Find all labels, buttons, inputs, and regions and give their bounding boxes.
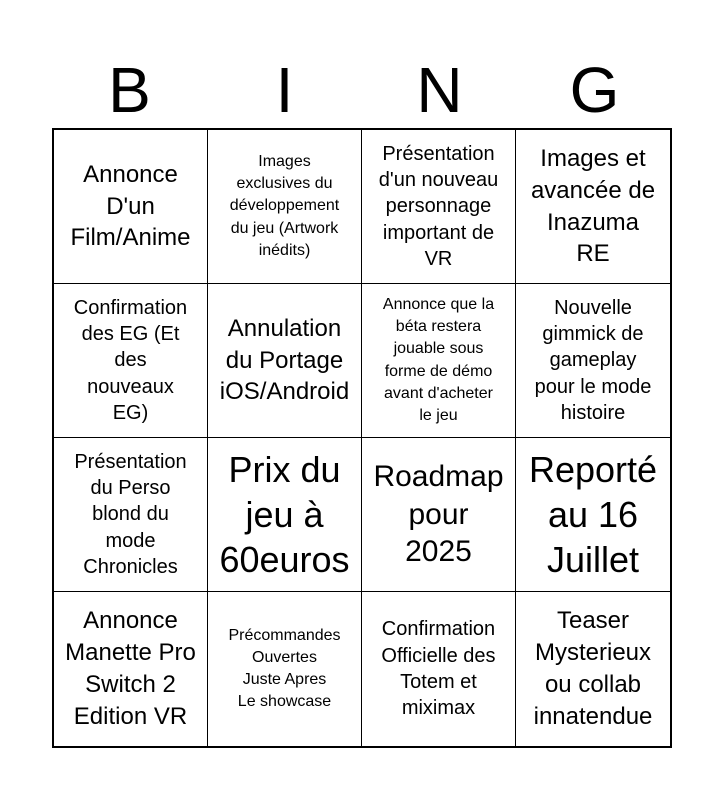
bingo-grid [52, 128, 672, 748]
bingo-cell[interactable] [208, 130, 362, 284]
header-letter-n: N [416, 54, 463, 126]
cell-text: Annonce que la béta restera jouable sous forme de démo avant d'acheter le jeu [382, 296, 495, 424]
cell-text: Nouvelle gimmick de gameplay pour le mode histoire [534, 296, 652, 425]
bingo-cell[interactable] [54, 130, 208, 284]
cell-text: Précommandes Ouvertes Juste Apres Le showcase [228, 626, 341, 711]
bingo-cell[interactable] [54, 284, 208, 438]
bingo-cell[interactable] [208, 438, 362, 592]
bingo-cell[interactable] [54, 438, 208, 592]
bingo-cell[interactable] [362, 284, 516, 438]
cell-text: Images et avancée de Inazuma RE [530, 144, 656, 268]
bingo-cell[interactable] [516, 592, 670, 746]
bingo-cell[interactable] [208, 284, 362, 438]
bingo-cell[interactable] [516, 130, 670, 284]
bingo-cell[interactable] [54, 592, 208, 746]
bingo-cell[interactable] [362, 438, 516, 592]
header-letter-i: I [275, 54, 294, 126]
cell-text: Présentation d'un nouveau personnage important de VR [378, 142, 499, 271]
cell-text: Annulation du Portage iOS/Android [219, 314, 350, 406]
bingo-cell[interactable] [362, 130, 516, 284]
cell-text: Roadmap pour 2025 [373, 460, 504, 569]
cell-text: Teaser Mysterieux ou collab innatendue [533, 607, 653, 730]
bingo-cell[interactable] [516, 438, 670, 592]
cell-text: Prix du jeu à 60euros [219, 449, 350, 580]
cell-text: Annonce Manette Pro Switch 2 Edition VR [65, 607, 196, 730]
cell-text: Annonce D'un Film/Anime [70, 160, 191, 252]
cell-text: Reporté au 16 Juillet [528, 449, 658, 580]
bingo-cell[interactable] [516, 284, 670, 438]
bingo-header [52, 52, 672, 128]
header-letter-g: G [569, 54, 620, 126]
cell-text: Confirmation Officielle des Totem et miximax [381, 618, 496, 720]
cell-text: Confirmation des EG (Et des nouveaux EG) [73, 296, 188, 425]
bingo-cell[interactable] [362, 592, 516, 746]
cell-text: Images exclusives du développement du jeu (Artwork inédits) [229, 153, 340, 259]
bingo-cell[interactable] [208, 592, 362, 746]
header-letter-b: B [108, 54, 151, 126]
cell-text: Présentation du Perso blond du mode Chronicles [74, 450, 187, 579]
